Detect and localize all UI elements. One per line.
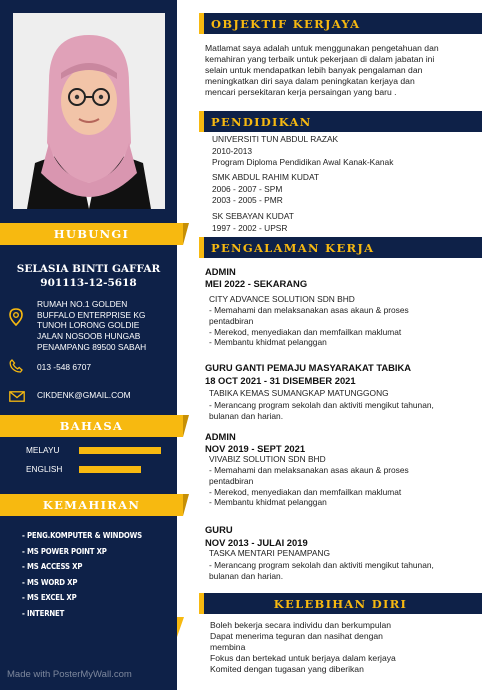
education-heading-text: PENDIDIKAN bbox=[211, 114, 312, 129]
job-duty: - Merancang program sekolah dan aktiviti mengikut tahunan, bbox=[209, 560, 434, 570]
profile-photo bbox=[13, 13, 165, 209]
experience-heading bbox=[199, 237, 482, 258]
address-line: TUNOH LORONG GOLDIE bbox=[37, 320, 140, 331]
strength-line: membina bbox=[210, 641, 246, 652]
sidebar bbox=[0, 0, 177, 690]
skill-item: - PENG.KOMPUTER & WINDOWS bbox=[22, 530, 143, 540]
education-heading bbox=[199, 111, 482, 132]
education-school: SK SEBAYAN KUDAT bbox=[212, 211, 294, 221]
job-date: 18 OCT 2021 - 31 DISEMBER 2021 bbox=[205, 375, 356, 386]
skill-item: - MS POWER POINT XP bbox=[22, 545, 107, 556]
language-row-english bbox=[26, 464, 141, 474]
address-line: PENAMPANG 89500 SABAH bbox=[37, 341, 147, 352]
address-line: BUFFALO ENTERPRISE KG bbox=[37, 309, 146, 320]
skill-item: - MS EXCEL XP bbox=[22, 592, 77, 603]
job-duty: - Memahami dan melaksanakan asas akaun & proses bbox=[209, 305, 409, 315]
strength-line: Dapat menerima teguran dan nasihat dengan bbox=[210, 630, 383, 641]
phone-icon bbox=[9, 359, 27, 378]
job-company: CITY ADVANCE SOLUTION SDN BHD bbox=[209, 294, 355, 304]
language-name: MELAYU bbox=[26, 445, 60, 455]
address-line: RUMAH NO.1 GOLDEN bbox=[37, 299, 128, 309]
job-description bbox=[209, 560, 485, 582]
education-program: Program Diploma Pendidikan Awal Kanak-Kanak bbox=[212, 157, 394, 167]
address-row bbox=[9, 299, 146, 353]
language-name: ENGLISH bbox=[26, 464, 63, 474]
job-duty: - Membantu khidmat pelanggan bbox=[209, 337, 327, 348]
language-level-bar bbox=[79, 447, 161, 454]
strengths-text bbox=[210, 620, 482, 675]
job-duty: - Merekod, menyediakan dan memfailkan maklumat bbox=[209, 326, 402, 337]
education-years: 2003 - 2005 - PMR bbox=[212, 195, 283, 205]
envelope-icon bbox=[9, 389, 27, 407]
education-years: 2006 - 2007 - SPM bbox=[212, 184, 283, 194]
education-school: UNIVERSITI TUN ABDUL RAZAK bbox=[212, 134, 339, 144]
job-description bbox=[209, 465, 485, 508]
skills-heading-text: KEMAHIRAN bbox=[42, 498, 141, 512]
objective-text bbox=[205, 43, 485, 98]
strengths-heading-text: KELEBIHAN DIRI bbox=[273, 596, 408, 611]
strengths-heading bbox=[199, 593, 482, 614]
objective-heading-text: OBJEKTIF KERJAYA bbox=[211, 16, 361, 31]
ic-number: 901113-12-5618 bbox=[40, 277, 137, 289]
job-duty: - Merancang program sekolah dan aktiviti mengikut tahunan, bbox=[209, 400, 434, 410]
job-company: TASKA MENTARI PENAMPANG bbox=[209, 548, 330, 558]
education-years: 1997 - 2002 - UPSR bbox=[212, 223, 288, 233]
job-date: MEI 2022 - SEKARANG bbox=[205, 278, 308, 289]
objective-line: selain untuk mendapatkan lebih banyak pengalaman dan bbox=[205, 64, 423, 75]
education-years: 2010-2013 bbox=[212, 146, 253, 156]
job-date: NOV 2013 - JULAI 2019 bbox=[205, 537, 308, 548]
job-company: TABIKA KEMAS SUMANGKAP MATUNGGONG bbox=[209, 388, 389, 398]
watermark[interactable]: Made with PosterMyWall.com bbox=[7, 669, 132, 680]
skill-item: - MS ACCESS XP bbox=[22, 561, 83, 572]
objective-heading bbox=[199, 13, 482, 34]
job-title: ADMIN bbox=[205, 266, 236, 277]
email-row bbox=[9, 389, 131, 407]
objective-line: meningkatkan diri saya dalam peningkatan kerjaya dan bbox=[205, 75, 415, 86]
profile-photo-image bbox=[13, 13, 165, 209]
skill-item: - INTERNET bbox=[22, 607, 65, 618]
job-duty: bulanan dan harian. bbox=[209, 410, 284, 421]
job-title: GURU GANTI PEMAJU MASYARAKAT TABIKA bbox=[205, 362, 412, 373]
objective-line: mencari persekitaran kerja persaingan yang baru . bbox=[205, 86, 397, 97]
contact-heading bbox=[0, 223, 183, 245]
objective-line: Matlamat saya adalah untuk menggunakan pengetahuan dan bbox=[205, 43, 439, 53]
language-heading-text: BAHASA bbox=[59, 419, 124, 433]
job-description bbox=[209, 305, 485, 348]
job-title: GURU bbox=[205, 524, 233, 535]
job-description bbox=[209, 400, 485, 422]
objective-line: kemahiran yang terbaik untuk pekerjaan di dalam jabatan ini bbox=[205, 53, 435, 64]
job-date: NOV 2019 - SEPT 2021 bbox=[205, 443, 306, 454]
language-row-melayu bbox=[26, 445, 161, 455]
education-school: SMK ABDUL RAHIM KUDAT bbox=[212, 172, 320, 182]
job-company: VIVABIZ SOLUTION SDN BHD bbox=[209, 454, 326, 464]
job-duty: pentadbiran bbox=[209, 475, 254, 486]
language-level-bar bbox=[79, 466, 141, 473]
address-line: JALAN NOSOOB HUNGAB bbox=[37, 331, 141, 342]
skills-list bbox=[22, 528, 163, 622]
job-duty: - Membantu khidmat pelanggan bbox=[209, 497, 327, 508]
decorative-corner bbox=[177, 617, 184, 637]
strength-line: Fokus dan bertekad untuk berjaya dalam kerjaya bbox=[210, 652, 396, 663]
skill-item: - MS WORD XP bbox=[22, 576, 78, 587]
language-heading bbox=[0, 415, 183, 437]
contact-heading-text: HUBUNGI bbox=[53, 227, 130, 241]
phone-row bbox=[9, 359, 91, 378]
full-name: SELASIA BINTI GAFFAR bbox=[16, 263, 161, 275]
location-pin-icon bbox=[9, 299, 27, 331]
job-duty: - Merekod, menyediakan dan memfailkan maklumat bbox=[209, 486, 402, 497]
strength-line: Komited dengan tugasan yang diberikan bbox=[210, 663, 364, 674]
experience-heading-text: PENGALAMAN KERJA bbox=[211, 240, 375, 255]
job-duty: pentadbiran bbox=[209, 315, 254, 326]
name-block bbox=[0, 262, 177, 290]
phone-number: 013 -548 6707 bbox=[37, 362, 92, 372]
email-address: CIKDENK@GMAIL.COM bbox=[37, 390, 131, 400]
strength-line: Boleh bekerja secara individu dan berkumpulan bbox=[210, 620, 392, 630]
job-title: ADMIN bbox=[205, 431, 236, 442]
skills-heading bbox=[0, 494, 183, 516]
address bbox=[37, 299, 146, 353]
job-duty: bulanan dan harian. bbox=[209, 570, 284, 581]
job-duty: - Memahami dan melaksanakan asas akaun & proses bbox=[209, 465, 409, 475]
